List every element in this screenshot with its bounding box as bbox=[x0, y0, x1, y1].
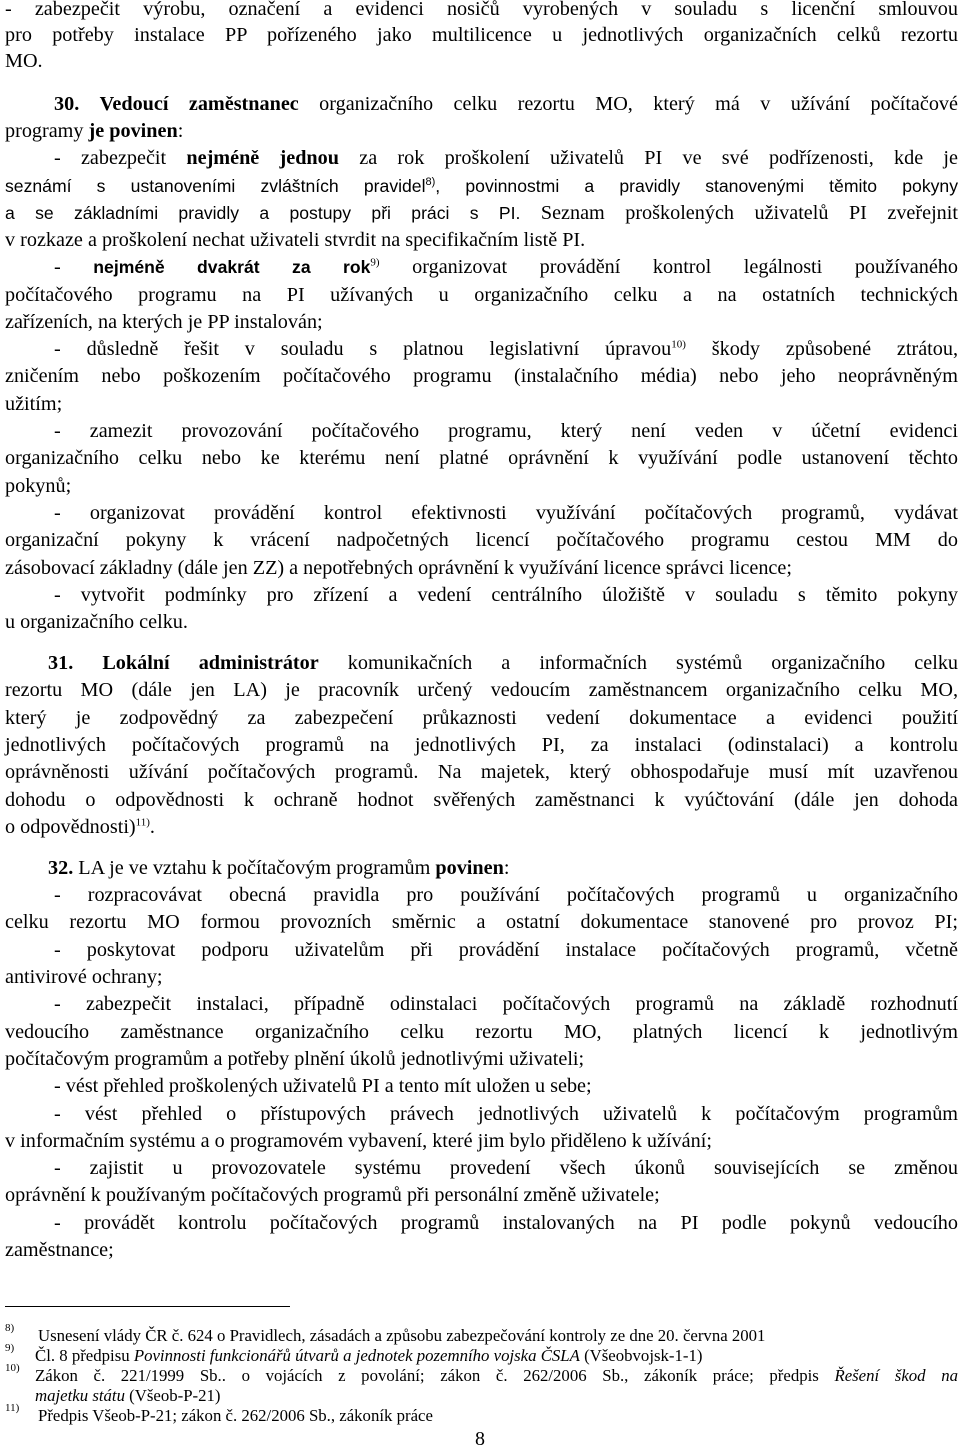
text: organizačního celku nebo ke kterému není platné oprávnění k využívání podle ustanovení těchto bbox=[5, 447, 958, 469]
text: - zajistit u provozovatele systému provedení všech úkonů souvisejících se změnou bbox=[54, 1157, 958, 1179]
text: oprávněnosti užívání počítačových programů. Na majetek, který obhospodařuje musí mít uzavřenou bbox=[5, 761, 958, 783]
footnote-separator bbox=[5, 1306, 290, 1307]
paragraph-number: 30. bbox=[54, 93, 80, 115]
text-line bbox=[5, 445, 958, 472]
paragraph-term: Lokální administrátor bbox=[102, 652, 319, 674]
text: počítačovým programům a potřeby plnění úkolů jednotlivými uživateli; bbox=[5, 1048, 585, 1070]
list-item bbox=[54, 882, 958, 909]
text: v informačním systému a o programovém vybavení, které jim bylo přiděleno k užívání; bbox=[5, 1130, 712, 1152]
text-line bbox=[5, 705, 958, 732]
text: zařízeních, na kterých je PP instalován; bbox=[5, 311, 323, 333]
paragraph-term: Vedoucí zaměstnanec bbox=[99, 93, 299, 115]
text: který je zodpovědný za zabezpečení průkaznosti vedení dokumentace a evidenci použití bbox=[5, 707, 958, 729]
text-line bbox=[5, 200, 958, 227]
list-item bbox=[54, 254, 958, 281]
text: Seznam proškolených uživatelů PI zveřejnit bbox=[520, 202, 958, 224]
list-item bbox=[54, 1210, 958, 1237]
text: (Všeobvojsk-1-1) bbox=[579, 1346, 703, 1365]
text-line bbox=[5, 173, 958, 200]
text: jednotlivých počítačových programů na jednotlivých PI, za instalaci (odinstalaci) a kontrolu bbox=[5, 734, 958, 756]
footnote-text bbox=[35, 1385, 221, 1407]
text: : bbox=[177, 120, 184, 142]
text: oprávnění k používaným počítačových programů při personální změně uživatele; bbox=[5, 1184, 660, 1206]
text-line bbox=[5, 527, 958, 554]
page-number: 8 bbox=[475, 1428, 485, 1450]
text: - organizovat provádění kontrol efektivnosti využívání počítačových programů, vydávat bbox=[54, 502, 958, 524]
footnote-mark: 9) bbox=[5, 1342, 15, 1354]
text: komunikačních a informačních systémů organizačního celku bbox=[318, 652, 959, 674]
text: zničením nebo poškozením počítačového programu (instalačního média) nebo jeho neoprávněným bbox=[5, 365, 958, 387]
text: celku rezortu MO formou provozních směrnic a ostatní dokumentace stanovené pro provoz PI; bbox=[5, 911, 958, 933]
text: : bbox=[503, 857, 510, 879]
text: programy bbox=[5, 120, 89, 142]
bold-text: povinen bbox=[435, 857, 504, 879]
footnote-text: Předpis Všeob-P-21; zákon č. 262/2006 Sb., zákoník práce bbox=[38, 1406, 433, 1425]
text: Zákon č. 221/1999 Sb.. o vojácích z povolání; zákon č. 262/2006 Sb., zákoník práce; předpis bbox=[35, 1366, 835, 1385]
footnote-mark: 8) bbox=[5, 1322, 15, 1334]
italic-text: Povinnosti funkcionářů útvarů a jednotek pozemního vojska ČSLA bbox=[133, 1346, 580, 1365]
text-line bbox=[5, 677, 958, 704]
text: - zamezit provozování počítačového programu, který není veden v účetní evidenci bbox=[54, 420, 958, 442]
text-line bbox=[5, 227, 958, 254]
text: u organizačního celku. bbox=[5, 611, 188, 633]
text-line bbox=[5, 22, 958, 49]
text: zásobovací základny (dále jen ZZ) a nepotřebných oprávnění k využívání licence správci licence; bbox=[5, 557, 792, 579]
text-line bbox=[5, 787, 958, 814]
text: MO. bbox=[5, 50, 43, 72]
text: LA je ve vztahu k počítačovým programům bbox=[73, 857, 436, 879]
text: škody způsobené ztrátou, bbox=[685, 338, 958, 360]
italic-text: majetku státu bbox=[35, 1386, 125, 1405]
text-line bbox=[5, 814, 958, 841]
italic-text: Řešení škod na bbox=[834, 1366, 958, 1385]
text: antivirové ochrany; bbox=[5, 966, 163, 988]
list-item bbox=[54, 937, 958, 964]
list-item bbox=[54, 418, 958, 445]
text: - rozpracovávat obecná pravidla pro používání počítačových programů u organizačního bbox=[54, 884, 958, 906]
text: seznámí s ustanoveními zvláštních pravidel bbox=[5, 176, 426, 196]
paragraph-heading bbox=[48, 650, 958, 677]
text: a se základními pravidly a postupy při práci s PI. bbox=[5, 203, 521, 223]
list-item bbox=[54, 500, 958, 527]
text: Čl. 8 předpisu bbox=[35, 1346, 134, 1365]
text: o odpovědnosti) bbox=[5, 816, 136, 838]
text: - vytvořit podmínky pro zřízení a vedení centrálního úložiště v souladu s těmito pokyny bbox=[54, 584, 958, 606]
text-line bbox=[5, 282, 958, 309]
bold-text: nejméně jednou bbox=[186, 147, 339, 169]
text-line bbox=[5, 555, 958, 582]
text-line bbox=[5, 964, 958, 991]
paragraph-heading bbox=[48, 855, 958, 882]
text-line bbox=[5, 1237, 958, 1264]
footnote-ref: 8) bbox=[425, 176, 436, 189]
list-item bbox=[54, 1101, 958, 1128]
text: dohodu o odpovědnosti k ochraně hodnot svěřených zaměstnanci k vyúčtování (dále jen dohoda bbox=[5, 789, 958, 811]
footnote-text bbox=[35, 1365, 958, 1387]
list-item bbox=[54, 1155, 958, 1182]
text: užitím; bbox=[5, 393, 63, 415]
bold-text: je povinen bbox=[88, 120, 178, 142]
text-line bbox=[5, 391, 958, 418]
text: - poskytovat podporu uživatelům při provádění instalace počítačových programů, včetně bbox=[54, 939, 958, 961]
list-item bbox=[54, 991, 958, 1018]
text: pro potřeby instalace PP pořízeného jako multilicence u jednotlivých organizačních celků rezortu bbox=[5, 24, 958, 46]
bold-text: nejméně dvakrát za rok bbox=[93, 257, 371, 277]
text: vedoucího zaměstnance organizačního celku rezortu MO, platných licencí k jednotlivým bbox=[5, 1021, 958, 1043]
text: za rok proškolení uživatelů PI ve své podřízenosti, kde je bbox=[338, 147, 958, 169]
text: zaměstnance; bbox=[5, 1239, 114, 1261]
text-line bbox=[5, 0, 958, 23]
paragraph-number: 32. bbox=[48, 857, 74, 879]
text-line bbox=[5, 309, 958, 336]
text-line bbox=[5, 1046, 958, 1073]
footnote-mark: 11) bbox=[5, 1402, 20, 1414]
text: počítačového programu na PI užívaných u organizačního celku a na ostatních technických bbox=[5, 284, 958, 306]
text: - zabezpečit instalaci, případně odinstalaci počítačových programů na základě rozhodnutí bbox=[54, 993, 958, 1015]
text: (Všeob-P-21) bbox=[124, 1386, 221, 1405]
paragraph-heading bbox=[54, 91, 958, 118]
paragraph-number: 31. bbox=[48, 652, 74, 674]
footnote-text: Usnesení vlády ČR č. 624 o Pravidlech, zásadách a způsobu zabezpečování kontroly ze dne 20. června 2001 bbox=[38, 1326, 766, 1345]
text: pokynů; bbox=[5, 475, 72, 497]
text: rezortu MO (dále jen LA) je pracovník určený vedoucím zaměstnancem organizačního celku MO, bbox=[5, 679, 958, 701]
text-line bbox=[5, 732, 958, 759]
text: - vést přehled proškolených uživatelů PI a tento mít uložen u sebe; bbox=[54, 1075, 592, 1097]
text-line bbox=[5, 473, 958, 500]
text: - vést přehled o přístupových právech jednotlivých uživatelů k počítačovým programům bbox=[54, 1103, 958, 1125]
footnote-mark: 10) bbox=[5, 1362, 20, 1374]
text-line bbox=[5, 363, 958, 390]
footnote-ref: 10) bbox=[671, 338, 686, 351]
text-line bbox=[5, 1019, 958, 1046]
footnote-ref: 9) bbox=[370, 256, 380, 269]
text-line bbox=[5, 118, 958, 145]
text: - zabezpečit bbox=[54, 147, 187, 169]
text: v rozkaze a proškolení nechat uživateli stvrdit na specifikačním listě PI. bbox=[5, 229, 586, 251]
list-item bbox=[54, 582, 958, 609]
text: . bbox=[149, 816, 155, 838]
text-line bbox=[5, 609, 958, 636]
text-line bbox=[5, 48, 958, 75]
text-line bbox=[5, 1128, 958, 1155]
list-item bbox=[54, 1073, 958, 1100]
text: organizovat provádění kontrol legálnosti používaného bbox=[379, 256, 958, 278]
list-item bbox=[54, 145, 958, 172]
text-line bbox=[5, 759, 958, 786]
text: , povinnostmi a pravidly stanovenými těmito pokyny bbox=[435, 176, 958, 196]
text: - zabezpečit výrobu, označení a evidenci nosičů vyrobených v souladu s licenční smlouvou bbox=[5, 0, 958, 20]
text: - důsledně řešit v souladu s platnou legislativní úpravou bbox=[54, 338, 672, 360]
text-line bbox=[5, 1182, 958, 1209]
list-item bbox=[54, 336, 958, 363]
footnote-ref: 11) bbox=[135, 816, 150, 829]
footnote-text bbox=[35, 1345, 702, 1367]
text: organizační pokyny k vrácení nadpočetných licencí počítačového programu cestou MM do bbox=[5, 529, 958, 551]
text: organizačního celku rezortu MO, který má v užívání počítačové bbox=[298, 93, 958, 115]
text: - bbox=[54, 256, 94, 278]
text: - provádět kontrolu počítačových programů instalovaných na PI podle pokynů vedoucího bbox=[54, 1212, 958, 1234]
text-line bbox=[5, 909, 958, 936]
